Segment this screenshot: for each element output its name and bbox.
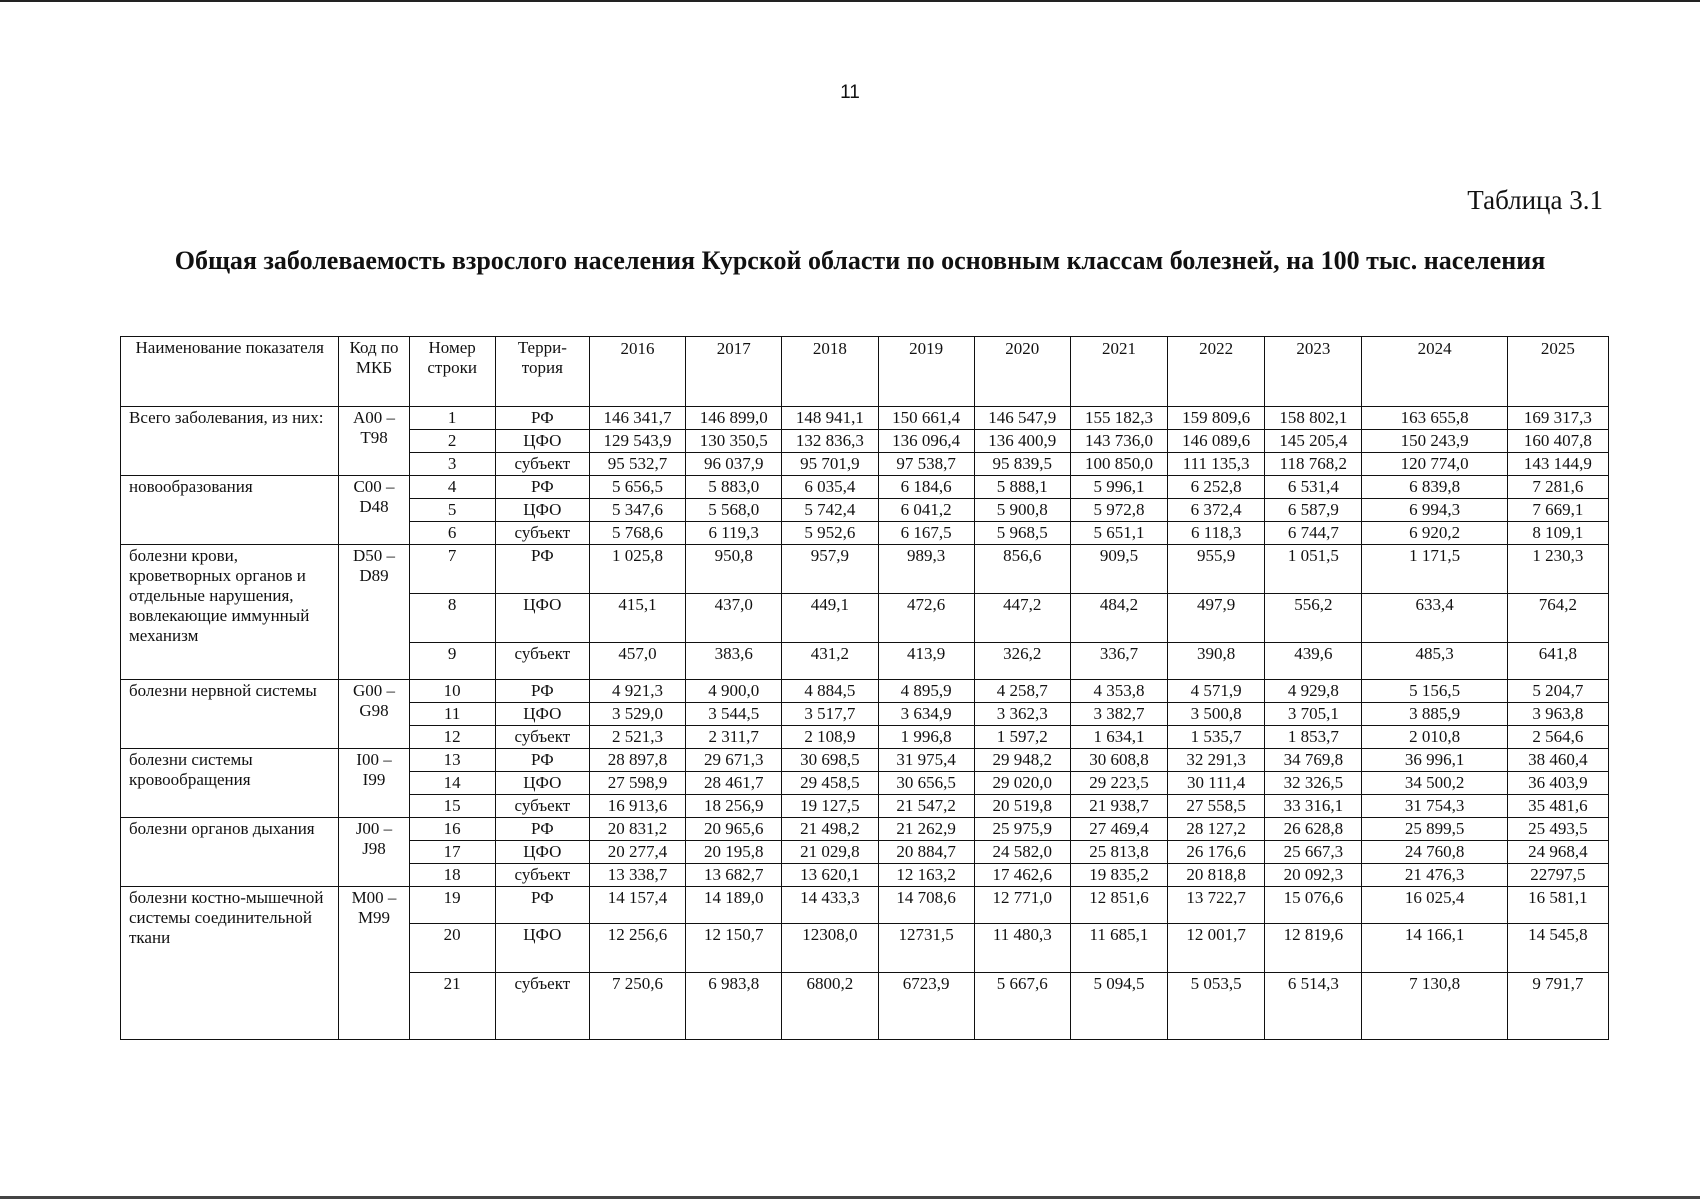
value-cell: 12 256,6 [589,924,685,973]
value-cell: 3 517,7 [782,703,878,726]
header-year: 2020 [974,337,1070,407]
row-number: 3 [409,453,495,476]
value-cell: 24 582,0 [974,841,1070,864]
value-cell: 6723,9 [878,973,974,1040]
header-year: 2019 [878,337,974,407]
row-number: 7 [409,545,495,594]
value-cell: 1 996,8 [878,726,974,749]
table-row [121,476,1609,499]
value-cell: 4 921,3 [589,680,685,703]
territory: РФ [495,887,589,924]
value-cell: 1 171,5 [1362,545,1507,594]
value-cell: 497,9 [1168,594,1265,643]
value-cell: 148 941,1 [782,407,878,430]
value-cell: 3 634,9 [878,703,974,726]
header-row [121,337,1609,407]
value-cell: 764,2 [1507,594,1608,643]
value-cell: 145 205,4 [1265,430,1362,453]
value-cell: 36 403,9 [1507,772,1608,795]
value-cell: 12 163,2 [878,864,974,887]
value-cell: 130 350,5 [686,430,782,453]
value-cell: 100 850,0 [1070,453,1167,476]
value-cell: 7 130,8 [1362,973,1507,1040]
value-cell: 9 791,7 [1507,973,1608,1040]
value-cell: 146 089,6 [1168,430,1265,453]
indicator-name: новообразования [121,476,339,545]
value-cell: 3 382,7 [1070,703,1167,726]
value-cell: 6 531,4 [1265,476,1362,499]
territory: ЦФО [495,594,589,643]
row-number: 1 [409,407,495,430]
value-cell: 6 119,3 [686,522,782,545]
value-cell: 111 135,3 [1168,453,1265,476]
territory: субъект [495,795,589,818]
value-cell: 29 223,5 [1070,772,1167,795]
value-cell: 5 952,6 [782,522,878,545]
value-cell: 150 243,9 [1362,430,1507,453]
header-year: 2017 [686,337,782,407]
value-cell: 5 656,5 [589,476,685,499]
icd-code: M00 – M99 [339,887,409,1040]
territory: субъект [495,453,589,476]
value-cell: 5 053,5 [1168,973,1265,1040]
value-cell: 20 092,3 [1265,864,1362,887]
value-cell: 27 469,4 [1070,818,1167,841]
value-cell: 955,9 [1168,545,1265,594]
value-cell: 957,9 [782,545,878,594]
value-cell: 20 884,7 [878,841,974,864]
value-cell: 3 362,3 [974,703,1070,726]
value-cell: 120 774,0 [1362,453,1507,476]
value-cell: 5 996,1 [1070,476,1167,499]
territory: РФ [495,407,589,430]
value-cell: 96 037,9 [686,453,782,476]
icd-code: G00 – G98 [339,680,409,749]
value-cell: 5 883,0 [686,476,782,499]
document-title: Общая заболеваемость взрослого населения Курской области по основным классам болезней, на 100 тыс. населения [174,246,1546,275]
icd-code: J00 – J98 [339,818,409,887]
value-cell: 21 029,8 [782,841,878,864]
row-number: 5 [409,499,495,522]
value-cell: 25 667,3 [1265,841,1362,864]
value-cell: 390,8 [1168,643,1265,680]
value-cell: 13 682,7 [686,864,782,887]
value-cell: 1 597,2 [974,726,1070,749]
territory: РФ [495,680,589,703]
value-cell: 6 041,2 [878,499,974,522]
value-cell: 7 669,1 [1507,499,1608,522]
value-cell: 3 705,1 [1265,703,1362,726]
value-cell: 4 900,0 [686,680,782,703]
value-cell: 5 972,8 [1070,499,1167,522]
value-cell: 29 458,5 [782,772,878,795]
value-cell: 8 109,1 [1507,522,1608,545]
top-rule [0,0,1700,2]
value-cell: 5 742,4 [782,499,878,522]
value-cell: 143 736,0 [1070,430,1167,453]
value-cell: 29 671,3 [686,749,782,772]
row-number: 6 [409,522,495,545]
value-cell: 21 498,2 [782,818,878,841]
row-number: 21 [409,973,495,1040]
value-cell: 36 996,1 [1362,749,1507,772]
value-cell: 14 708,6 [878,887,974,924]
value-cell: 5 667,6 [974,973,1070,1040]
value-cell: 146 899,0 [686,407,782,430]
territory: РФ [495,818,589,841]
header-year: 2025 [1507,337,1608,407]
value-cell: 12731,5 [878,924,974,973]
value-cell: 14 189,0 [686,887,782,924]
value-cell: 146 341,7 [589,407,685,430]
row-number: 15 [409,795,495,818]
value-cell: 95 839,5 [974,453,1070,476]
value-cell: 35 481,6 [1507,795,1608,818]
value-cell: 472,6 [878,594,974,643]
value-cell: 26 176,6 [1168,841,1265,864]
territory: субъект [495,522,589,545]
value-cell: 30 111,4 [1168,772,1265,795]
value-cell: 27 558,5 [1168,795,1265,818]
value-cell: 163 655,8 [1362,407,1507,430]
value-cell: 30 698,5 [782,749,878,772]
value-cell: 6 118,3 [1168,522,1265,545]
value-cell: 27 598,9 [589,772,685,795]
value-cell: 20 831,2 [589,818,685,841]
value-cell: 6 744,7 [1265,522,1362,545]
value-cell: 2 564,6 [1507,726,1608,749]
territory: РФ [495,476,589,499]
value-cell: 25 899,5 [1362,818,1507,841]
value-cell: 1 853,7 [1265,726,1362,749]
value-cell: 12308,0 [782,924,878,973]
value-cell: 6 514,3 [1265,973,1362,1040]
value-cell: 143 144,9 [1507,453,1608,476]
value-cell: 5 968,5 [974,522,1070,545]
value-cell: 5 900,8 [974,499,1070,522]
value-cell: 19 127,5 [782,795,878,818]
value-cell: 6 372,4 [1168,499,1265,522]
territory: ЦФО [495,430,589,453]
table-body [121,407,1609,1040]
value-cell: 1 634,1 [1070,726,1167,749]
value-cell: 485,3 [1362,643,1507,680]
value-cell: 12 819,6 [1265,924,1362,973]
value-cell: 28 897,8 [589,749,685,772]
header-code: Код по МКБ [339,337,409,407]
value-cell: 1 230,3 [1507,545,1608,594]
value-cell: 7 281,6 [1507,476,1608,499]
value-cell: 2 521,3 [589,726,685,749]
value-cell: 21 547,2 [878,795,974,818]
value-cell: 2 311,7 [686,726,782,749]
page-number: 11 [840,82,860,103]
row-number: 9 [409,643,495,680]
table-row [121,545,1609,594]
value-cell: 25 975,9 [974,818,1070,841]
territory: ЦФО [495,703,589,726]
value-cell: 21 938,7 [1070,795,1167,818]
value-cell: 3 529,0 [589,703,685,726]
morbidity-table [120,336,1609,1040]
indicator-name: болезни костно-мышечной системы соединительной ткани [121,887,339,1040]
value-cell: 6 994,3 [1362,499,1507,522]
row-number: 18 [409,864,495,887]
table-row [121,407,1609,430]
value-cell: 11 685,1 [1070,924,1167,973]
indicator-name: болезни крови, кроветворных органов и отдельные нарушения, вовлекающие иммунный механизм [121,545,339,680]
header-year: 2018 [782,337,878,407]
value-cell: 556,2 [1265,594,1362,643]
territory: субъект [495,973,589,1040]
value-cell: 32 326,5 [1265,772,1362,795]
header-name: Наименование показателя [121,337,339,407]
value-cell: 20 818,8 [1168,864,1265,887]
row-number: 2 [409,430,495,453]
value-cell: 6 983,8 [686,973,782,1040]
value-cell: 909,5 [1070,545,1167,594]
value-cell: 447,2 [974,594,1070,643]
value-cell: 4 895,9 [878,680,974,703]
value-cell: 31 754,3 [1362,795,1507,818]
value-cell: 31 975,4 [878,749,974,772]
value-cell: 6 587,9 [1265,499,1362,522]
row-number: 20 [409,924,495,973]
value-cell: 2 010,8 [1362,726,1507,749]
value-cell: 13 620,1 [782,864,878,887]
row-number: 17 [409,841,495,864]
value-cell: 25 813,8 [1070,841,1167,864]
header-year: 2022 [1168,337,1265,407]
value-cell: 7 250,6 [589,973,685,1040]
value-cell: 38 460,4 [1507,749,1608,772]
territory: ЦФО [495,841,589,864]
value-cell: 5 651,1 [1070,522,1167,545]
value-cell: 95 701,9 [782,453,878,476]
value-cell: 989,3 [878,545,974,594]
value-cell: 2 108,9 [782,726,878,749]
value-cell: 5 204,7 [1507,680,1608,703]
header-territory: Терри-тория [495,337,589,407]
value-cell: 415,1 [589,594,685,643]
value-cell: 136 096,4 [878,430,974,453]
value-cell: 20 195,8 [686,841,782,864]
row-number: 14 [409,772,495,795]
value-cell: 5 768,6 [589,522,685,545]
value-cell: 28 127,2 [1168,818,1265,841]
value-cell: 12 150,7 [686,924,782,973]
value-cell: 14 157,4 [589,887,685,924]
value-cell: 158 802,1 [1265,407,1362,430]
value-cell: 19 835,2 [1070,864,1167,887]
territory: ЦФО [495,772,589,795]
territory: РФ [495,545,589,594]
value-cell: 439,6 [1265,643,1362,680]
territory: ЦФО [495,499,589,522]
value-cell: 14 433,3 [782,887,878,924]
value-cell: 12 771,0 [974,887,1070,924]
value-cell: 20 965,6 [686,818,782,841]
territory: ЦФО [495,924,589,973]
value-cell: 437,0 [686,594,782,643]
value-cell: 150 661,4 [878,407,974,430]
value-cell: 29 948,2 [974,749,1070,772]
indicator-name: Всего заболевания, из них: [121,407,339,476]
value-cell: 6 252,8 [1168,476,1265,499]
value-cell: 13 338,7 [589,864,685,887]
value-cell: 449,1 [782,594,878,643]
value-cell: 29 020,0 [974,772,1070,795]
value-cell: 633,4 [1362,594,1507,643]
indicator-name: болезни нервной системы [121,680,339,749]
value-cell: 457,0 [589,643,685,680]
value-cell: 856,6 [974,545,1070,594]
value-cell: 155 182,3 [1070,407,1167,430]
table-label: Таблица 3.1 [1467,185,1603,215]
icd-code: A00 – T98 [339,407,409,476]
value-cell: 13 722,7 [1168,887,1265,924]
value-cell: 11 480,3 [974,924,1070,973]
value-cell: 34 769,8 [1265,749,1362,772]
value-cell: 21 262,9 [878,818,974,841]
value-cell: 129 543,9 [589,430,685,453]
icd-code: C00 – D48 [339,476,409,545]
value-cell: 95 532,7 [589,453,685,476]
table-row [121,887,1609,924]
value-cell: 16 581,1 [1507,887,1608,924]
territory: субъект [495,643,589,680]
value-cell: 24 760,8 [1362,841,1507,864]
value-cell: 4 884,5 [782,680,878,703]
value-cell: 5 568,0 [686,499,782,522]
value-cell: 326,2 [974,643,1070,680]
value-cell: 4 571,9 [1168,680,1265,703]
value-cell: 3 885,9 [1362,703,1507,726]
header-year: 2023 [1265,337,1362,407]
indicator-name: болезни системы кровообращения [121,749,339,818]
value-cell: 33 316,1 [1265,795,1362,818]
row-number: 10 [409,680,495,703]
territory: субъект [495,726,589,749]
row-number: 4 [409,476,495,499]
header-year: 2016 [589,337,685,407]
value-cell: 6 035,4 [782,476,878,499]
value-cell: 3 963,8 [1507,703,1608,726]
value-cell: 6 920,2 [1362,522,1507,545]
value-cell: 159 809,6 [1168,407,1265,430]
value-cell: 18 256,9 [686,795,782,818]
value-cell: 5 888,1 [974,476,1070,499]
value-cell: 413,9 [878,643,974,680]
icd-code: I00 – I99 [339,749,409,818]
value-cell: 3 500,8 [1168,703,1265,726]
value-cell: 1 025,8 [589,545,685,594]
value-cell: 118 768,2 [1265,453,1362,476]
value-cell: 6 839,8 [1362,476,1507,499]
value-cell: 30 608,8 [1070,749,1167,772]
value-cell: 383,6 [686,643,782,680]
value-cell: 6 167,5 [878,522,974,545]
value-cell: 97 538,7 [878,453,974,476]
icd-code: D50 – D89 [339,545,409,680]
value-cell: 146 547,9 [974,407,1070,430]
row-number: 13 [409,749,495,772]
value-cell: 132 836,3 [782,430,878,453]
row-number: 19 [409,887,495,924]
value-cell: 26 628,8 [1265,818,1362,841]
value-cell: 4 258,7 [974,680,1070,703]
header-year: 2024 [1362,337,1507,407]
value-cell: 12 851,6 [1070,887,1167,924]
value-cell: 5 156,5 [1362,680,1507,703]
table-row [121,680,1609,703]
row-number: 8 [409,594,495,643]
value-cell: 14 166,1 [1362,924,1507,973]
value-cell: 1 535,7 [1168,726,1265,749]
row-number: 11 [409,703,495,726]
value-cell: 21 476,3 [1362,864,1507,887]
territory: РФ [495,749,589,772]
value-cell: 30 656,5 [878,772,974,795]
header-year: 2021 [1070,337,1167,407]
value-cell: 484,2 [1070,594,1167,643]
value-cell: 1 051,5 [1265,545,1362,594]
value-cell: 6800,2 [782,973,878,1040]
value-cell: 22797,5 [1507,864,1608,887]
value-cell: 169 317,3 [1507,407,1608,430]
indicator-name: болезни органов дыхания [121,818,339,887]
value-cell: 4 353,8 [1070,680,1167,703]
value-cell: 16 913,6 [589,795,685,818]
value-cell: 20 277,4 [589,841,685,864]
value-cell: 950,8 [686,545,782,594]
value-cell: 24 968,4 [1507,841,1608,864]
value-cell: 5 094,5 [1070,973,1167,1040]
table-row [121,749,1609,772]
value-cell: 14 545,8 [1507,924,1608,973]
bottom-rule [0,1196,1700,1199]
value-cell: 34 500,2 [1362,772,1507,795]
value-cell: 28 461,7 [686,772,782,795]
value-cell: 641,8 [1507,643,1608,680]
value-cell: 136 400,9 [974,430,1070,453]
value-cell: 336,7 [1070,643,1167,680]
value-cell: 6 184,6 [878,476,974,499]
value-cell: 16 025,4 [1362,887,1507,924]
value-cell: 20 519,8 [974,795,1070,818]
row-number: 16 [409,818,495,841]
value-cell: 17 462,6 [974,864,1070,887]
value-cell: 3 544,5 [686,703,782,726]
value-cell: 12 001,7 [1168,924,1265,973]
value-cell: 5 347,6 [589,499,685,522]
row-number: 12 [409,726,495,749]
value-cell: 15 076,6 [1265,887,1362,924]
territory: субъект [495,864,589,887]
value-cell: 160 407,8 [1507,430,1608,453]
value-cell: 25 493,5 [1507,818,1608,841]
header-row-number: Номер строки [409,337,495,407]
table-row [121,818,1609,841]
value-cell: 4 929,8 [1265,680,1362,703]
value-cell: 431,2 [782,643,878,680]
value-cell: 32 291,3 [1168,749,1265,772]
